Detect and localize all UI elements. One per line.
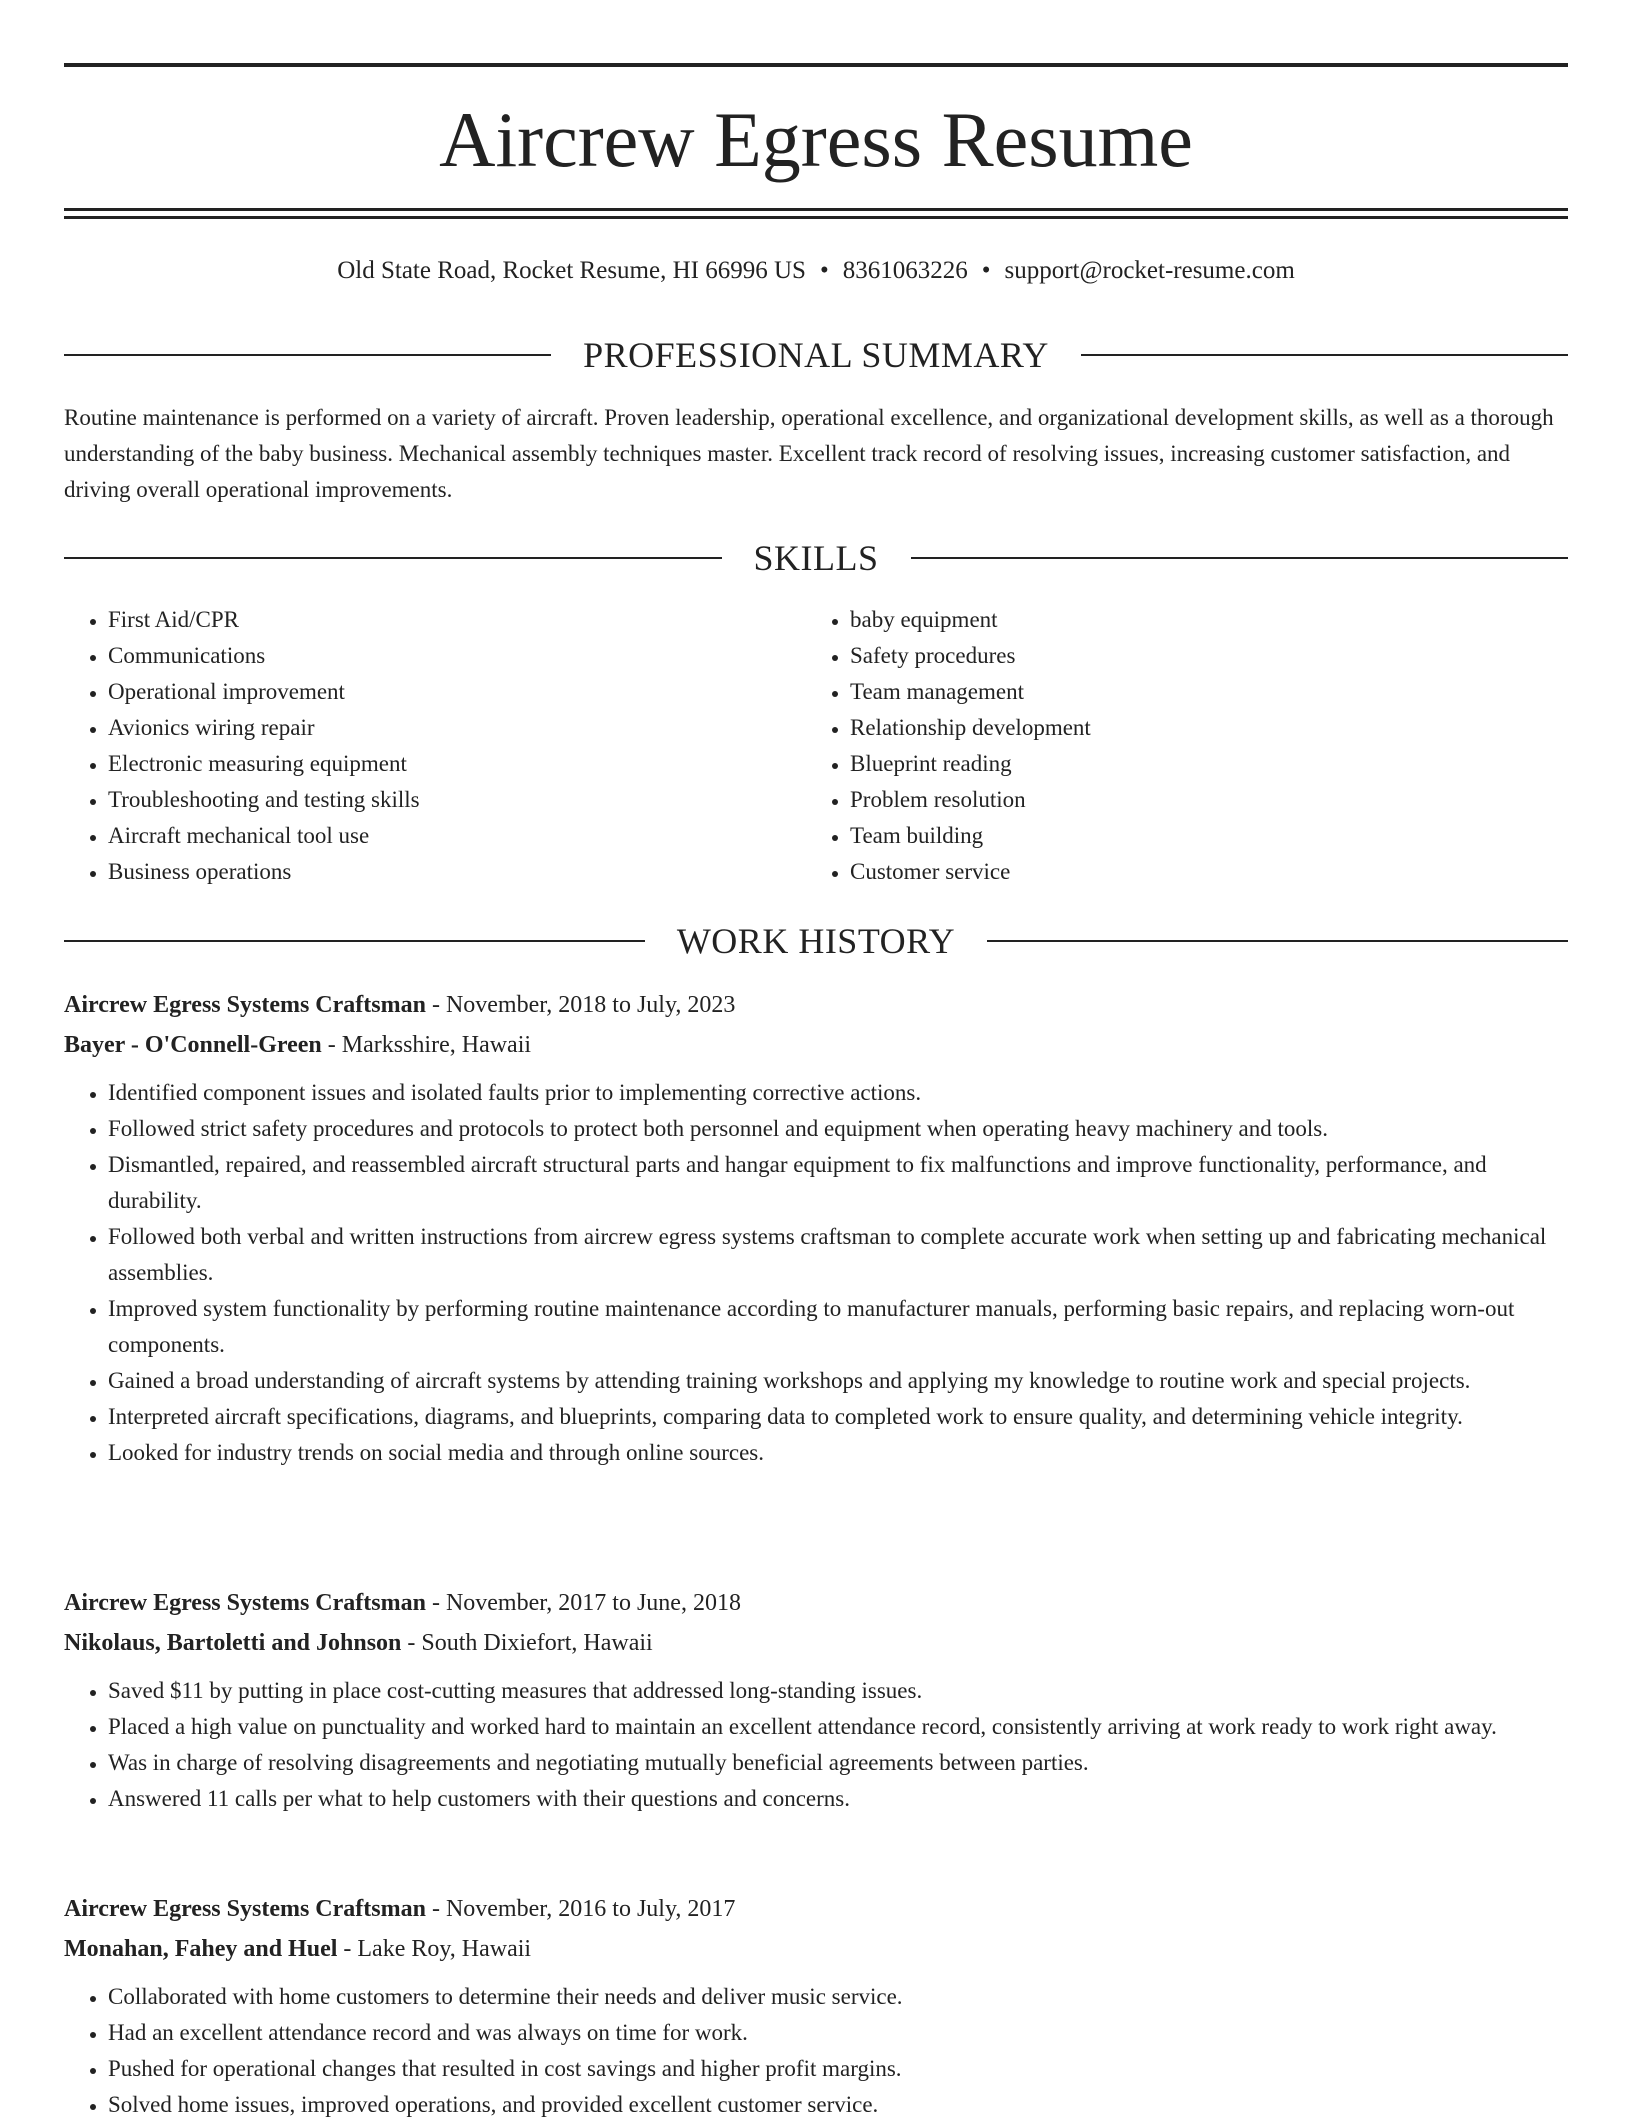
title-rule-upper <box>64 208 1568 211</box>
job-bullet: • Followed both verbal and written instructions from aircrew egress systems craftsman to complete accurate work when setting up and fabricating mechanical assemblies. <box>108 1219 1568 1291</box>
skills-column-left <box>64 602 806 890</box>
job-company: Monahan, Fahey and Huel <box>64 1936 338 1962</box>
job-location: - Lake Roy, Hawaii <box>337 1936 532 1962</box>
skill-item: • Troubleshooting and testing skills <box>108 782 806 818</box>
job-title-line <box>64 1583 1568 1623</box>
skills-column-right <box>806 602 1568 890</box>
skills-list <box>64 602 1568 890</box>
title-rule-lower <box>64 216 1568 219</box>
skill-item: • Electronic measuring equipment <box>108 746 806 782</box>
contact-separator: • <box>981 257 991 284</box>
job-entry <box>64 1583 1568 1817</box>
skill-item: • Customer service <box>850 854 1568 890</box>
job-bullets <box>64 1075 1568 1471</box>
job-bullet: • Placed a high value on punctuality and worked hard to maintain an excellent attendance record, consistently arriving at work ready to work right away. <box>108 1709 1568 1745</box>
job-bullet: • Answered 11 calls per what to help customers with their questions and concerns. <box>108 1781 1568 1817</box>
job-dates: - November, 2017 to June, 2018 <box>425 1590 741 1616</box>
contact-separator: • <box>819 257 829 284</box>
summary-text: Routine maintenance is performed on a variety of aircraft. Proven leadership, operational excellence, and organizational development skills, as well as a thorough understanding of the baby business. Mechanical assembly techniques master. Excellent track record of resolving issues, increasing customer satisfaction, and driving overall operational improvements. <box>64 405 1554 502</box>
skill-item: • baby equipment <box>850 602 1568 638</box>
job-title: Aircrew Egress Systems Craftsman <box>64 992 426 1018</box>
job-location: - South Dixiefort, Hawaii <box>401 1630 653 1656</box>
job-title-line <box>64 985 1568 1025</box>
skill-item: • Team management <box>850 674 1568 710</box>
job-company: Nikolaus, Bartoletti and Johnson <box>64 1630 402 1656</box>
work-heading-label: WORK HISTORY <box>676 921 956 961</box>
skill-item: • Team building <box>850 818 1568 854</box>
skill-item: • First Aid/CPR <box>108 602 806 638</box>
job-bullet: • Improved system functionality by performing routine maintenance according to manufacturer manuals, performing basic repairs, and replacing worn-out components. <box>108 1291 1568 1363</box>
heading-rule-right <box>911 557 1569 559</box>
job-bullet: • Was in charge of resolving disagreements and negotiating mutually beneficial agreements between parties. <box>108 1745 1568 1781</box>
work-section-heading <box>64 919 1568 963</box>
job-bullet: • Gained a broad understanding of aircraft systems by attending training workshops and applying my knowledge to routine work and special projects. <box>108 1363 1568 1399</box>
job-bullet: • Saved $11 by putting in place cost-cutting measures that addressed long-standing issues. <box>108 1673 1568 1709</box>
job-company: Bayer - O'Connell-Green <box>64 1032 322 1058</box>
job-bullets <box>64 1673 1568 1817</box>
skills-heading-label: SKILLS <box>753 538 879 578</box>
summary-section-heading <box>64 333 1568 377</box>
summary-heading-label: PROFESSIONAL SUMMARY <box>583 335 1049 375</box>
job-title: Aircrew Egress Systems Craftsman <box>64 1896 426 1922</box>
job-bullet: • Dismantled, repaired, and reassembled aircraft structural parts and hangar equipment to fix malfunctions and improve functionality, performance, and durability. <box>108 1147 1568 1219</box>
job-title-line <box>64 1889 1568 1929</box>
job-entry <box>64 985 1568 1471</box>
resume-title: Aircrew Egress Resume <box>439 96 1193 183</box>
job-entry <box>64 1889 1568 2123</box>
job-company-line <box>64 1929 1568 1969</box>
skill-item: • Safety procedures <box>850 638 1568 674</box>
job-bullets <box>64 1979 1568 2123</box>
skill-item: • Problem resolution <box>850 782 1568 818</box>
heading-rule-left <box>64 940 645 942</box>
job-bullet: • Interpreted aircraft specifications, diagrams, and blueprints, comparing data to completed work to ensure quality, and determining vehicle integrity. <box>108 1399 1568 1435</box>
heading-rule-left <box>64 354 551 356</box>
job-bullet: • Had an excellent attendance record and was always on time for work. <box>108 2015 1568 2051</box>
skill-item: • Blueprint reading <box>850 746 1568 782</box>
skill-item: • Operational improvement <box>108 674 806 710</box>
skill-item: • Avionics wiring repair <box>108 710 806 746</box>
heading-rule-right <box>987 940 1568 942</box>
job-company-line <box>64 1623 1568 1663</box>
job-bullet: • Pushed for operational changes that resulted in cost savings and higher profit margins. <box>108 2051 1568 2087</box>
job-bullet: • Solved home issues, improved operations, and provided excellent customer service. <box>108 2087 1568 2123</box>
skill-item: • Relationship development <box>850 710 1568 746</box>
email: support@rocket-resume.com <box>1004 257 1295 284</box>
job-bullet: • Identified component issues and isolated faults prior to implementing corrective actions. <box>108 1075 1568 1111</box>
address: Old State Road, Rocket Resume, HI 66996 US <box>337 257 806 284</box>
job-bullet: • Followed strict safety procedures and protocols to protect both personnel and equipment when operating heavy machinery and tools. <box>108 1111 1568 1147</box>
skill-item: • Aircraft mechanical tool use <box>108 818 806 854</box>
job-company-line <box>64 1025 1568 1065</box>
phone: 8361063226 <box>842 257 968 284</box>
job-bullet: • Looked for industry trends on social media and through online sources. <box>108 1435 1568 1471</box>
job-title: Aircrew Egress Systems Craftsman <box>64 1590 426 1616</box>
skills-section-heading <box>64 536 1568 580</box>
job-location: - Marksshire, Hawaii <box>321 1032 532 1058</box>
top-rule <box>64 63 1568 67</box>
contact-line <box>64 253 1568 289</box>
job-bullet: • Collaborated with home customers to determine their needs and deliver music service. <box>108 1979 1568 2015</box>
job-dates: - November, 2016 to July, 2017 <box>425 1896 736 1922</box>
skill-item: • Business operations <box>108 854 806 890</box>
heading-rule-right <box>1081 354 1568 356</box>
skill-item: • Communications <box>108 638 806 674</box>
heading-rule-left <box>64 557 722 559</box>
job-dates: - November, 2018 to July, 2023 <box>425 992 736 1018</box>
